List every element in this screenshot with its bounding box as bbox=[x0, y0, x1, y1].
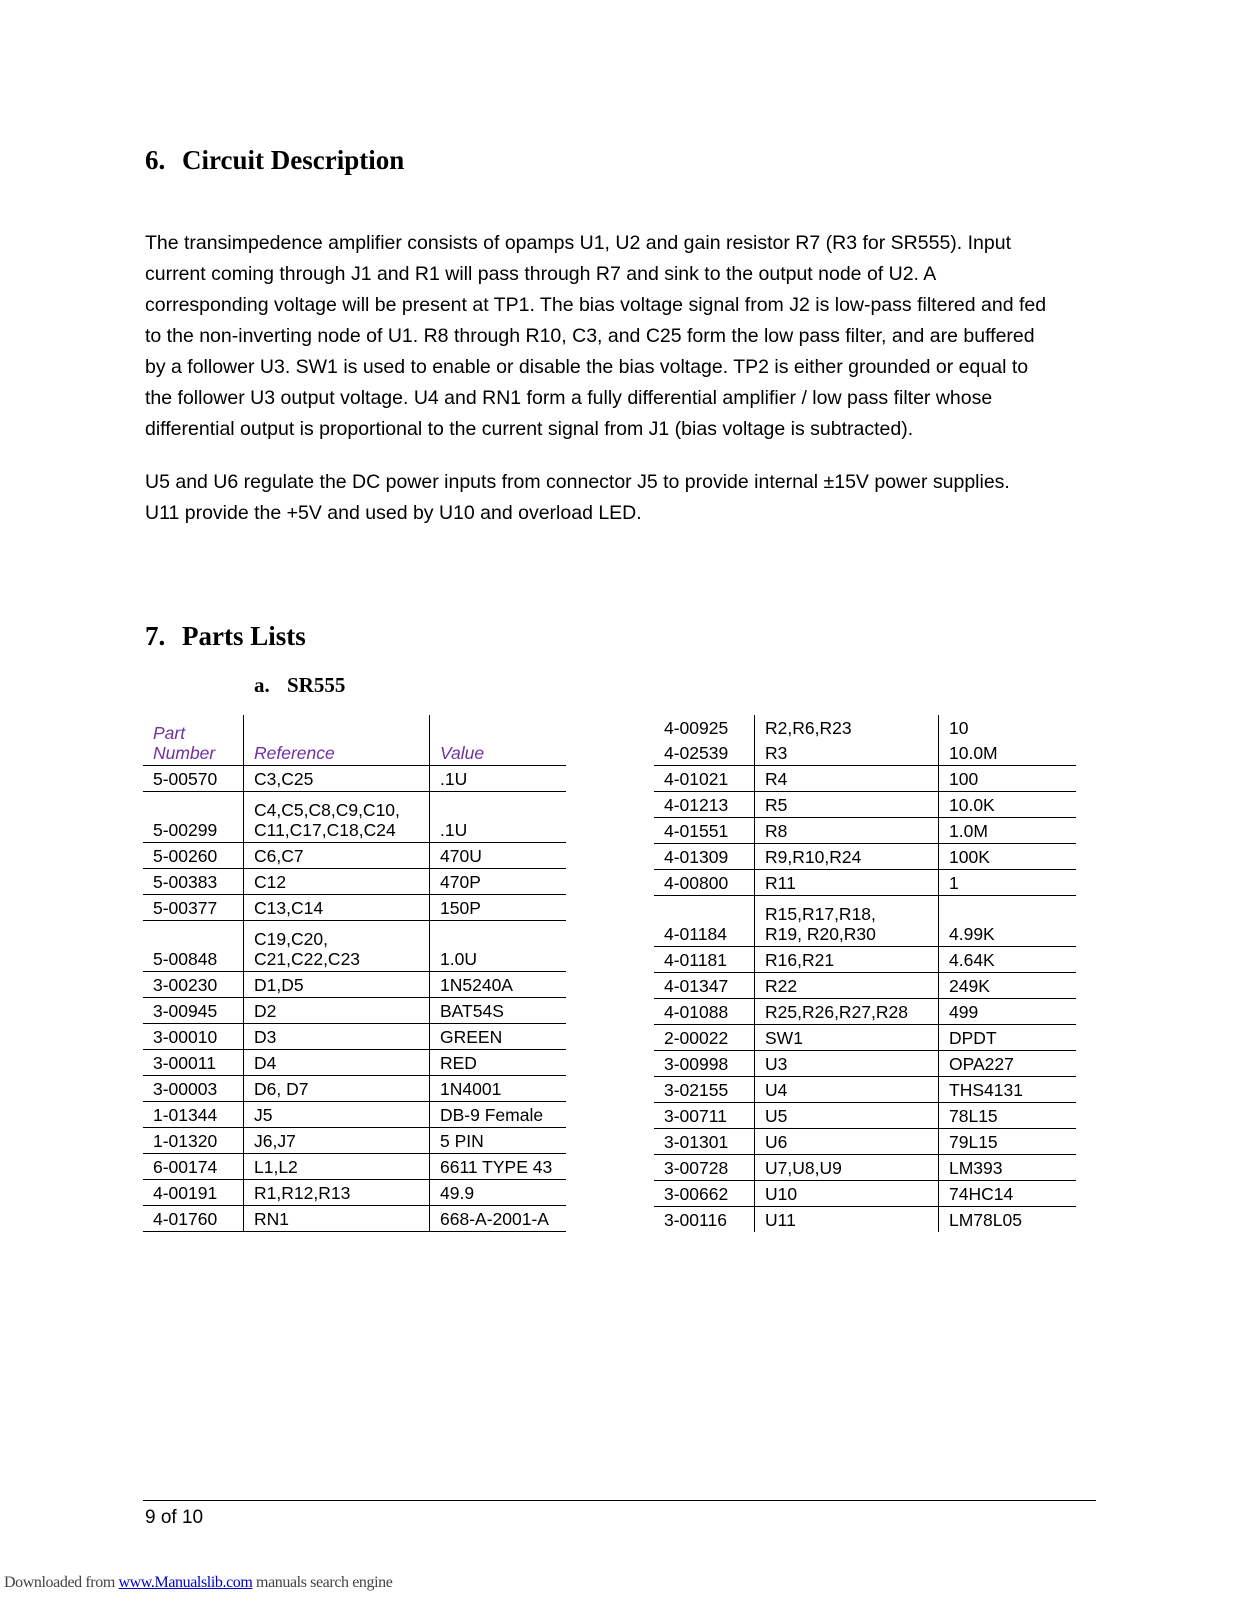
paragraph-line: The transimpedence amplifier consists of opamps U1, U2 and gain resistor R7 (R3 for SR555). Input bbox=[145, 232, 1011, 254]
value-cell: 74HC14 bbox=[939, 1181, 1077, 1207]
table-row bbox=[654, 1051, 1076, 1077]
value-cell: 470P bbox=[430, 869, 567, 895]
part-number-cell: 4-02539 bbox=[664, 743, 729, 763]
value-cell: RED bbox=[430, 1050, 567, 1076]
reference-cell: C6,C7 bbox=[244, 843, 430, 869]
value-cell: LM78L05 bbox=[939, 1207, 1077, 1233]
value-cell: 100 bbox=[939, 766, 1077, 792]
part-number-cell: 1-01344 bbox=[153, 1105, 218, 1125]
table-header-row bbox=[143, 715, 566, 766]
reference-cell bbox=[244, 792, 430, 843]
value-cell: .1U bbox=[430, 792, 567, 843]
table-row bbox=[654, 792, 1076, 818]
paragraph-line: U5 and U6 regulate the DC power inputs from connector J5 to provide internal ±15V power supplies. bbox=[145, 471, 1010, 493]
part-number-cell: 4-01551 bbox=[664, 821, 729, 841]
reference-cell: R5 bbox=[755, 792, 939, 818]
table-row bbox=[143, 1102, 566, 1128]
table-row bbox=[143, 1154, 566, 1180]
paragraph-line: U11 provide the +5V and used by U10 and overload LED. bbox=[145, 502, 642, 524]
column-header: Reference bbox=[244, 715, 430, 766]
table-row bbox=[654, 999, 1076, 1025]
reference-cell: SW1 bbox=[755, 1025, 939, 1051]
table-row bbox=[654, 1103, 1076, 1129]
reference-cell: R22 bbox=[755, 973, 939, 999]
reference-cell: C3,C25 bbox=[244, 766, 430, 792]
reference-cell: J6,J7 bbox=[244, 1128, 430, 1154]
part-number-cell: 4-01309 bbox=[664, 847, 729, 867]
part-number-cell: 4-01021 bbox=[664, 769, 729, 789]
part-number-cell: 3-02155 bbox=[664, 1080, 729, 1100]
page-number: 9 of 10 bbox=[145, 1507, 204, 1528]
section-7-heading bbox=[145, 620, 306, 652]
part-number-cell: 5-00299 bbox=[153, 820, 218, 840]
download-notice bbox=[4, 1574, 392, 1592]
value-cell: 150P bbox=[430, 895, 567, 921]
value-cell: LM393 bbox=[939, 1155, 1077, 1181]
reference-cell: D3 bbox=[244, 1024, 430, 1050]
reference-cell: U10 bbox=[755, 1181, 939, 1207]
reference-cell bbox=[244, 921, 430, 972]
part-number-cell: 4-01347 bbox=[664, 976, 729, 996]
reference-cell: R3 bbox=[755, 740, 939, 766]
reference-cell: U6 bbox=[755, 1129, 939, 1155]
cell-line: Part bbox=[153, 723, 186, 743]
value-cell: GREEN bbox=[430, 1024, 567, 1050]
column-header bbox=[143, 715, 244, 766]
table-row bbox=[654, 715, 1076, 740]
value-cell: 79L15 bbox=[939, 1129, 1077, 1155]
table-row bbox=[654, 870, 1076, 896]
table-row bbox=[654, 844, 1076, 870]
cell-line: R15,R17,R18, bbox=[765, 904, 876, 924]
reference-cell: U5 bbox=[755, 1103, 939, 1129]
value-cell: 4.99K bbox=[939, 896, 1077, 947]
value-cell: 4.64K bbox=[939, 947, 1077, 973]
column-header: Value bbox=[430, 715, 567, 766]
paragraph-line: differential output is proportional to the current signal from J1 (bias voltage is subtracted). bbox=[145, 418, 914, 440]
value-cell: .1U bbox=[430, 766, 567, 792]
value-cell: 6611 TYPE 43 bbox=[430, 1154, 567, 1180]
reference-cell: U4 bbox=[755, 1077, 939, 1103]
table-row bbox=[143, 792, 566, 843]
reference-cell: C12 bbox=[244, 869, 430, 895]
table-row bbox=[654, 947, 1076, 973]
table-row bbox=[654, 1155, 1076, 1181]
section-title: Circuit Description bbox=[182, 145, 405, 175]
value-cell: 1N4001 bbox=[430, 1076, 567, 1102]
part-number-cell: 2-00022 bbox=[664, 1028, 729, 1048]
value-cell: 1.0M bbox=[939, 818, 1077, 844]
reference-cell: R9,R10,R24 bbox=[755, 844, 939, 870]
part-number-cell: 3-00662 bbox=[664, 1184, 729, 1204]
value-cell: 5 PIN bbox=[430, 1128, 567, 1154]
table-row bbox=[654, 1207, 1076, 1233]
part-number-cell: 4-00800 bbox=[664, 873, 729, 893]
value-cell: 1N5240A bbox=[430, 972, 567, 998]
reference-cell: D4 bbox=[244, 1050, 430, 1076]
section-title: Parts Lists bbox=[182, 621, 306, 651]
reference-cell: L1,L2 bbox=[244, 1154, 430, 1180]
table-row bbox=[654, 973, 1076, 999]
cell-line: C19,C20, bbox=[254, 929, 328, 949]
paragraph-line: current coming through J1 and R1 will pass through R7 and sink to the output node of U2. A bbox=[145, 263, 937, 285]
part-number-cell: 3-01301 bbox=[664, 1132, 729, 1152]
part-number-cell: 5-00848 bbox=[153, 949, 218, 969]
reference-cell: D2 bbox=[244, 998, 430, 1024]
table-row bbox=[143, 1128, 566, 1154]
part-number-cell: 3-00728 bbox=[664, 1158, 729, 1178]
reference-cell: R4 bbox=[755, 766, 939, 792]
cell-line: C4,C5,C8,C9,C10, bbox=[254, 800, 400, 820]
cell-line: C11,C17,C18,C24 bbox=[254, 820, 396, 840]
table-row bbox=[143, 766, 566, 792]
part-number-cell: 1-01320 bbox=[153, 1131, 218, 1151]
section-number: 7. bbox=[145, 621, 166, 651]
part-number-cell: 3-00945 bbox=[153, 1001, 218, 1021]
value-cell: 49.9 bbox=[430, 1180, 567, 1206]
table-row bbox=[143, 921, 566, 972]
part-number-cell: 3-00998 bbox=[664, 1054, 729, 1074]
value-cell: 668-A-2001-A bbox=[430, 1206, 567, 1232]
table-row bbox=[143, 1076, 566, 1102]
table-row bbox=[654, 1025, 1076, 1051]
power-supply-paragraph bbox=[145, 467, 1095, 529]
paragraph-line: to the non-inverting node of U1. R8 through R10, C3, and C25 form the low pass filter, and are buffered bbox=[145, 325, 1035, 347]
circuit-description-paragraph bbox=[145, 228, 1095, 445]
table-row bbox=[654, 740, 1076, 766]
part-number-cell: 4-01213 bbox=[664, 795, 729, 815]
manualslib-link[interactable]: www.Manualslib.com bbox=[118, 1574, 253, 1591]
paragraph-line: corresponding voltage will be present at TP1. The bias voltage signal from J2 is low-pass filtered and fed bbox=[145, 294, 1047, 316]
reference-cell: R8 bbox=[755, 818, 939, 844]
reference-cell: U7,U8,U9 bbox=[755, 1155, 939, 1181]
cell-line: Number bbox=[153, 743, 216, 763]
table-row bbox=[654, 1077, 1076, 1103]
reference-cell: R16,R21 bbox=[755, 947, 939, 973]
table-row bbox=[143, 1206, 566, 1232]
table-row bbox=[143, 1024, 566, 1050]
value-cell: 78L15 bbox=[939, 1103, 1077, 1129]
table-row bbox=[654, 1129, 1076, 1155]
part-number-cell: 4-01760 bbox=[153, 1209, 218, 1229]
part-number-cell: 3-00116 bbox=[664, 1210, 727, 1230]
reference-cell: D6, D7 bbox=[244, 1076, 430, 1102]
part-number-cell: 5-00260 bbox=[153, 846, 218, 866]
value-cell: 10.0M bbox=[939, 740, 1077, 766]
part-number-cell: 3-00010 bbox=[153, 1027, 218, 1047]
table-row bbox=[143, 1180, 566, 1206]
cell-line: R19, R20,R30 bbox=[765, 924, 876, 944]
download-suffix: manuals search engine bbox=[252, 1574, 393, 1591]
reference-cell: R25,R26,R27,R28 bbox=[755, 999, 939, 1025]
part-number-cell: 5-00383 bbox=[153, 872, 218, 892]
value-cell: 249K bbox=[939, 973, 1077, 999]
table-row bbox=[143, 895, 566, 921]
table-row bbox=[143, 843, 566, 869]
part-number-cell: 4-01088 bbox=[664, 1002, 729, 1022]
table-row bbox=[143, 1050, 566, 1076]
subsection-title: SR555 bbox=[287, 673, 346, 697]
footer-divider bbox=[143, 1500, 1096, 1501]
part-number-cell: 6-00174 bbox=[153, 1157, 218, 1177]
parts-table-right bbox=[654, 715, 1076, 1232]
part-number-cell: 4-01181 bbox=[664, 950, 727, 970]
reference-cell: C13,C14 bbox=[244, 895, 430, 921]
part-number-cell: 3-00011 bbox=[153, 1053, 216, 1073]
table-row bbox=[143, 972, 566, 998]
reference-cell: R11 bbox=[755, 870, 939, 896]
paragraph-line: the follower U3 output voltage. U4 and RN1 form a fully differential amplifier / low pass filter whose bbox=[145, 387, 993, 409]
paragraph-line: by a follower U3. SW1 is used to enable or disable the bias voltage. TP2 is either grounded or equal to bbox=[145, 356, 1029, 378]
value-cell: OPA227 bbox=[939, 1051, 1077, 1077]
table-row bbox=[143, 869, 566, 895]
reference-cell: D1,D5 bbox=[244, 972, 430, 998]
value-cell: 1 bbox=[939, 870, 1077, 896]
reference-cell: U3 bbox=[755, 1051, 939, 1077]
reference-cell: U11 bbox=[755, 1207, 939, 1233]
reference-cell: R2,R6,R23 bbox=[755, 715, 939, 740]
table-row bbox=[654, 896, 1076, 947]
reference-cell bbox=[755, 896, 939, 947]
table-row bbox=[654, 818, 1076, 844]
part-number-cell: 5-00377 bbox=[153, 898, 218, 918]
section-number: 6. bbox=[145, 145, 166, 175]
value-cell: 499 bbox=[939, 999, 1077, 1025]
part-number-cell: 3-00003 bbox=[153, 1079, 218, 1099]
reference-cell: R1,R12,R13 bbox=[244, 1180, 430, 1206]
value-cell: 10 bbox=[939, 715, 1077, 740]
table-row bbox=[143, 998, 566, 1024]
value-cell: 100K bbox=[939, 844, 1077, 870]
value-cell: DB-9 Female bbox=[430, 1102, 567, 1128]
parts-table-left bbox=[143, 715, 566, 1232]
value-cell: 470U bbox=[430, 843, 567, 869]
subsection-heading bbox=[254, 671, 345, 699]
subsection-number: a. bbox=[254, 673, 270, 697]
table-row bbox=[654, 1181, 1076, 1207]
download-prefix: Downloaded from bbox=[4, 1574, 119, 1591]
part-number-cell: 5-00570 bbox=[153, 769, 218, 789]
section-6-heading bbox=[145, 144, 404, 176]
reference-cell: J5 bbox=[244, 1102, 430, 1128]
value-cell: 10.0K bbox=[939, 792, 1077, 818]
part-number-cell: 4-01184 bbox=[664, 924, 727, 944]
part-number-cell: 3-00711 bbox=[664, 1106, 727, 1126]
part-number-cell: 4-00925 bbox=[664, 718, 729, 738]
part-number-cell: 4-00191 bbox=[153, 1183, 218, 1203]
table-row bbox=[654, 766, 1076, 792]
value-cell: 1.0U bbox=[430, 921, 567, 972]
value-cell: THS4131 bbox=[939, 1077, 1077, 1103]
value-cell: DPDT bbox=[939, 1025, 1077, 1051]
cell-line: C21,C22,C23 bbox=[254, 949, 361, 969]
part-number-cell: 3-00230 bbox=[153, 975, 218, 995]
reference-cell: RN1 bbox=[244, 1206, 430, 1232]
value-cell: BAT54S bbox=[430, 998, 567, 1024]
